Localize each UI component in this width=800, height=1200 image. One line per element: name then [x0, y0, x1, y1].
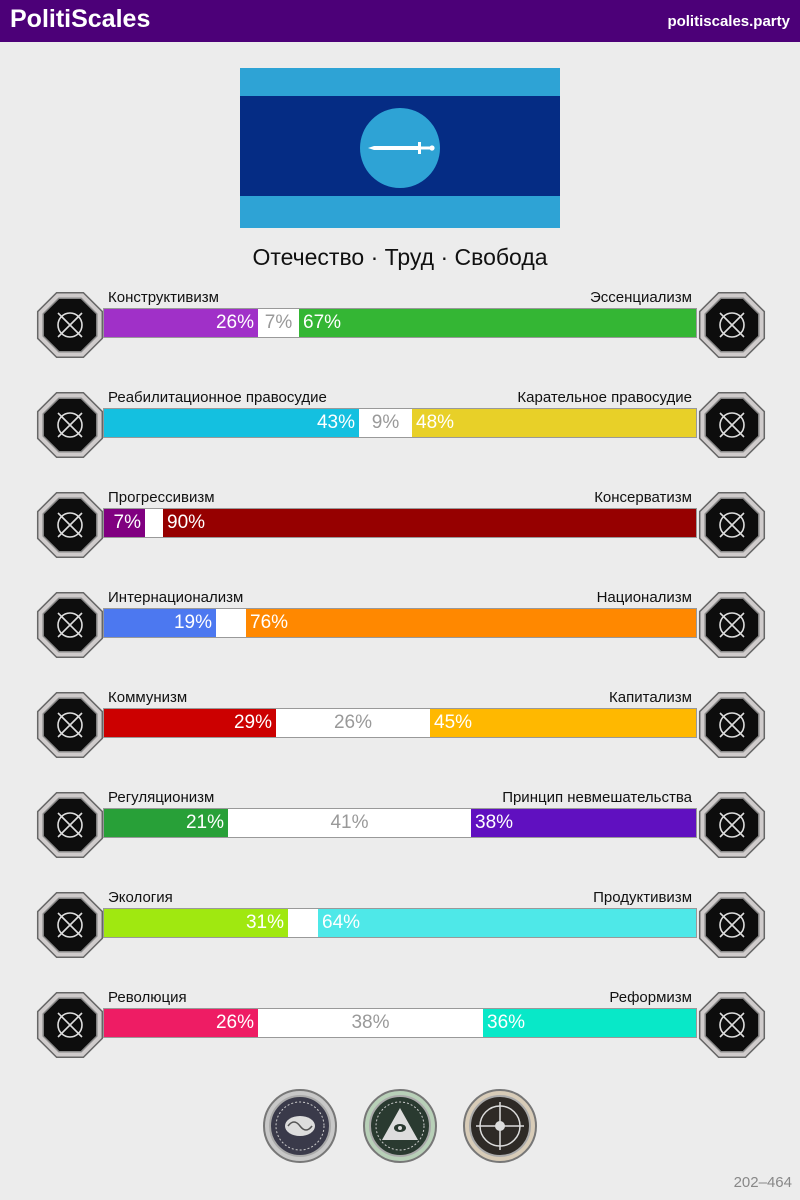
axis-right-label: Карательное правосудие [517, 389, 692, 406]
flower-icon [696, 289, 768, 361]
axis-right-label: Продуктивизм [593, 889, 692, 906]
axis-left-label: Конструктивизм [108, 289, 219, 306]
axis-segment-mid: 9% [359, 409, 412, 437]
axis-segment-right: 38% [471, 809, 696, 837]
axis-segment-mid [216, 609, 246, 637]
axis-left-label: Прогрессивизм [108, 489, 215, 506]
site-url[interactable]: politiscales.party [667, 13, 790, 30]
axis-left-label: Интернационализм [108, 589, 244, 606]
axis-bar [103, 708, 697, 738]
axis-row [0, 889, 800, 989]
axis-row [0, 689, 800, 789]
butterfly-icon [696, 789, 768, 861]
ruler-icon [34, 789, 106, 861]
axis-right-label: Национализм [596, 589, 692, 606]
axis-segment-right: 67% [299, 309, 696, 337]
axis-segment-left: 19% [104, 609, 216, 637]
axis-segment-mid: 7% [258, 309, 299, 337]
axis-segment-right: 64% [318, 909, 696, 937]
axis-row [0, 389, 800, 489]
axis-segment-left: 26% [104, 309, 258, 337]
axis-right-label: Эссенциализм [589, 289, 692, 306]
fist-icon [34, 989, 106, 1061]
axis-left-label: Экология [108, 889, 173, 906]
handshake-icon [34, 389, 106, 461]
axis-bar [103, 608, 697, 638]
axis-row [0, 289, 800, 389]
axis-segment-right: 36% [483, 1009, 696, 1037]
axis-segment-left: 21% [104, 809, 228, 837]
axis-bar [103, 908, 697, 938]
comet-icon [34, 489, 106, 561]
axis-row [0, 489, 800, 589]
axis-left-label: Регуляционизм [108, 789, 215, 806]
axis-bar [103, 508, 697, 538]
sprout-icon [34, 889, 106, 961]
axis-left-label: Коммунизм [108, 689, 188, 706]
compass-badge-icon[interactable] [462, 1088, 538, 1164]
prison-bars-icon [696, 389, 768, 461]
axis-segment-right: 48% [412, 409, 696, 437]
axis-segment-left: 7% [104, 509, 145, 537]
axis-bar [103, 308, 697, 338]
axis-left-label: Реабилитационное правосудие [108, 389, 327, 406]
axis-segment-mid [145, 509, 163, 537]
axis-row [0, 789, 800, 889]
brain-badge-icon[interactable] [262, 1088, 338, 1164]
axis-segment-left: 26% [104, 1009, 258, 1037]
gear-icon [696, 889, 768, 961]
axis-right-label: Реформизм [609, 989, 692, 1006]
axis-segment-left: 31% [104, 909, 288, 937]
axis-row [0, 989, 800, 1089]
axis-segment-left: 43% [104, 409, 359, 437]
axis-right-label: Консерватизм [594, 489, 692, 506]
badges-row [0, 1088, 800, 1164]
globe-icon [34, 589, 106, 661]
header-bar [0, 0, 800, 42]
result-flag [240, 68, 560, 228]
result-code: 202–464 [733, 1174, 792, 1191]
axis-segment-mid [288, 909, 318, 937]
flag-icon [696, 589, 768, 661]
axis-row [0, 589, 800, 689]
axis-bar [103, 408, 697, 438]
axis-segment-mid: 26% [276, 709, 430, 737]
axis-segment-right: 90% [163, 509, 696, 537]
axis-bar [103, 1008, 697, 1038]
hammer-sickle-icon [34, 689, 106, 761]
flag-motto: Отечество · Труд · Свобода [252, 244, 548, 270]
brand-title[interactable]: PolitiScales [10, 5, 151, 33]
axis-segment-mid: 41% [228, 809, 471, 837]
parliament-icon [696, 989, 768, 1061]
axis-segment-mid: 38% [258, 1009, 483, 1037]
axis-right-label: Капитализм [609, 689, 692, 706]
quill-icon [696, 489, 768, 561]
pyramid-eye-badge-icon[interactable] [362, 1088, 438, 1164]
axis-segment-right: 76% [246, 609, 696, 637]
eye-icon [34, 289, 106, 361]
axis-left-label: Революция [108, 989, 187, 1006]
axis-segment-right: 45% [430, 709, 696, 737]
axis-bar [103, 808, 697, 838]
money-bag-icon [696, 689, 768, 761]
axis-right-label: Принцип невмешательства [502, 789, 692, 806]
axis-segment-left: 29% [104, 709, 276, 737]
